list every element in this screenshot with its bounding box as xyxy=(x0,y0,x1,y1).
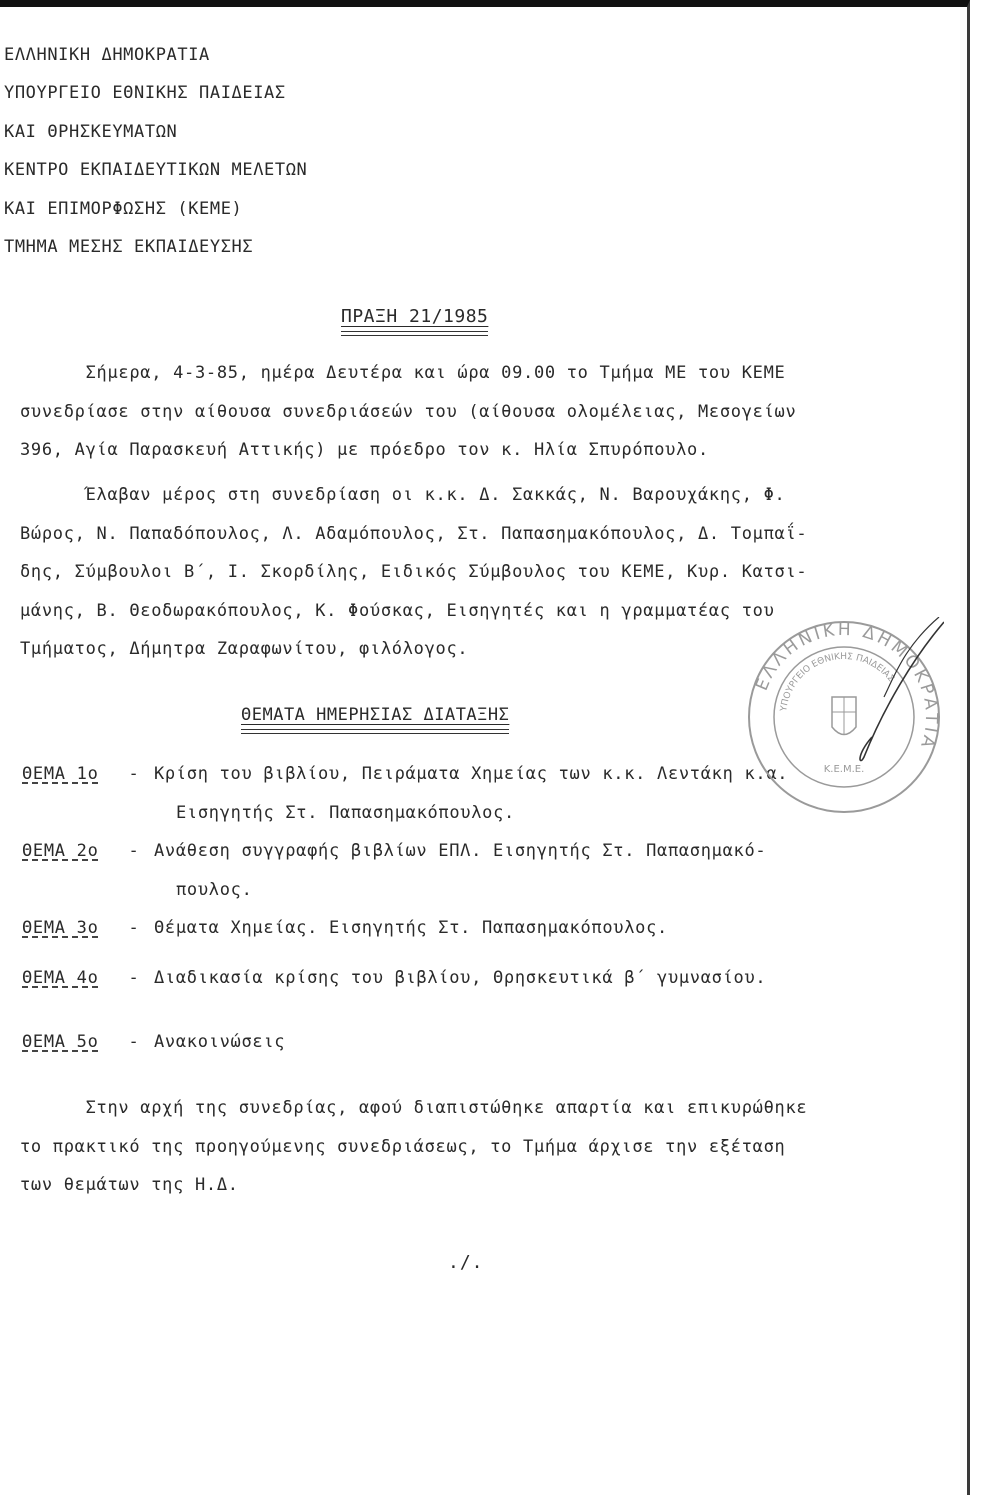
topic-text: Διαδικασία κρίσης του βιβλίου, Θρησκευτικά β΄ γυμνασίου. xyxy=(154,968,767,988)
letterhead-line: ΕΛΛΗΝΙΚΗ ΔΗΜΟΚΡΑΤΙΑ xyxy=(4,45,210,65)
topic-dash: - xyxy=(128,918,140,938)
agenda-title xyxy=(241,705,509,734)
seal-outer-textpath: ΕΛΛΗΝΙΚΗ ΔΗΜΟΚΡΑΤΙΑ xyxy=(751,619,942,753)
official-seal-stamp xyxy=(744,617,944,817)
topic-text: Ανακοινώσεις xyxy=(154,1032,286,1052)
topic-label: ΘΕΜΑ 1ο xyxy=(22,764,99,784)
document-title-text: ΠΡΑΞΗ 21/1985 xyxy=(341,306,489,327)
letterhead-line: ΥΠΟΥΡΓΕΙΟ ΕΘΝΙΚΗΣ ΠΑΙΔΕΙΑΣ xyxy=(4,83,286,104)
topic-dash: - xyxy=(128,841,140,861)
closing-paragraph xyxy=(20,1089,807,1205)
attendees-paragraph xyxy=(20,476,807,669)
topic-continuation: πουλος. xyxy=(176,879,253,900)
topic-dash: - xyxy=(128,764,140,784)
document-title xyxy=(341,306,488,336)
letterhead-line: ΚΑΙ ΘΡΗΣΚΕΥΜΑΤΩΝ xyxy=(4,121,178,142)
paragraph-line: το πρακτικό της προηγούμενης συνεδριάσεως, το Τμήμα άρχισε την εξέταση xyxy=(20,1136,786,1157)
seal-inner-text xyxy=(779,652,896,713)
agenda-double-underline xyxy=(241,729,509,734)
topic-label: ΘΕΜΑ 2ο xyxy=(22,841,99,861)
topic-dash: - xyxy=(128,968,140,988)
topic-label: ΘΕΜΑ 5ο xyxy=(22,1032,99,1052)
topic-text: Θέματα Χημείας. Εισηγητής Στ. Παπασημακόπουλος. xyxy=(154,918,668,938)
title-double-underline xyxy=(341,331,488,336)
agenda-topic xyxy=(22,909,668,948)
paragraph-line: συνεδρίασε στην αίθουσα συνεδριάσεών του (αίθουσα ολομέλειας, Μεσογείων xyxy=(20,401,797,422)
topic-label: ΘΕΜΑ 4ο xyxy=(22,968,99,988)
paragraph-line: μάνης, Β. Θεοδωρακόπουλος, Κ. Φούσκας, Εισηγητές και η γραμματέας του xyxy=(20,600,775,621)
seal-bottom-text: Κ.Ε.Μ.Ε. xyxy=(823,764,865,775)
letterhead-line: ΚΕΝΤΡΟ ΕΚΠΑΙΔΕΥΤΙΚΩΝ ΜΕΛΕΤΩΝ xyxy=(4,160,308,181)
topic-continuation: Εισηγητής Στ. Παπασημακόπουλος. xyxy=(176,802,515,823)
paragraph-line: των θεμάτων της Η.Δ. xyxy=(20,1175,239,1195)
paragraph-line: 396, Αγία Παρασκευή Αττικής) με πρόεδρο τον κ. Ηλία Σπυρόπουλο. xyxy=(20,440,709,460)
letterhead-line: ΚΑΙ ΕΠΙΜΟΡΦΩΣΗΣ (ΚΕΜΕ) xyxy=(4,198,243,219)
seal-inner-textpath: ΥΠΟΥΡΓΕΙΟ ΕΘΝΙΚΗΣ ΠΑΙΔΕΙΑΣ xyxy=(779,651,896,713)
agenda-topic xyxy=(22,832,766,909)
agenda-topic xyxy=(22,1023,285,1062)
topic-label: ΘΕΜΑ 3ο xyxy=(22,918,99,938)
topic-text: Κρίση του βιβλίου, Πειράματα Χημείας των κ.κ. Λεντάκη κ.α. xyxy=(154,764,789,784)
paragraph-line: Τμήματος, Δήμητρα Ζαραφωνίτου, φιλόλογος. xyxy=(20,639,469,659)
paragraph-line: Σήμερα, 4-3-85, ημέρα Δευτέρα και ώρα 09.00 το Τμήμα ΜΕ του ΚΕΜΕ xyxy=(20,363,786,383)
agenda-topic xyxy=(22,755,788,832)
topic-text: Ανάθεση συγγραφής βιβλίων ΕΠΛ. Εισηγητής Στ. Παπασημακό- xyxy=(154,841,767,861)
intro-paragraph xyxy=(20,354,796,470)
topic-dash: - xyxy=(128,1032,140,1052)
letterhead-line: ΤΜΗΜΑ ΜΕΣΗΣ ΕΚΠΑΙΔΕΥΣΗΣ xyxy=(4,237,254,258)
paragraph-line: Στην αρχή της συνεδρίας, αφού διαπιστώθηκε απαρτία και επικυρώθηκε xyxy=(20,1098,808,1118)
paragraph-line: δης, Σύμβουλοι Β΄, Ι. Σκορδίλης, Ειδικός Σύμβουλος του ΚΕΜΕ, Κυρ. Κατσι- xyxy=(20,562,808,582)
agenda-topic xyxy=(22,959,766,998)
letterhead xyxy=(4,36,307,266)
agenda-title-text: ΘΕΜΑΤΑ ΗΜΕΡΗΣΙΑΣ ΔΙΑΤΑΞΗΣ xyxy=(241,705,510,725)
continuation-mark: ./. xyxy=(448,1252,484,1273)
paragraph-line: Βώρος, Ν. Παπαδόπουλος, Λ. Αδαμόπουλος, Στ. Παπασημακόπουλος, Δ. Τομπαΐ- xyxy=(20,523,808,544)
paragraph-line: Έλαβαν μέρος στη συνεδρίαση οι κ.κ. Δ. Σακκάς, Ν. Βαρουχάκης, Φ. xyxy=(20,485,786,505)
